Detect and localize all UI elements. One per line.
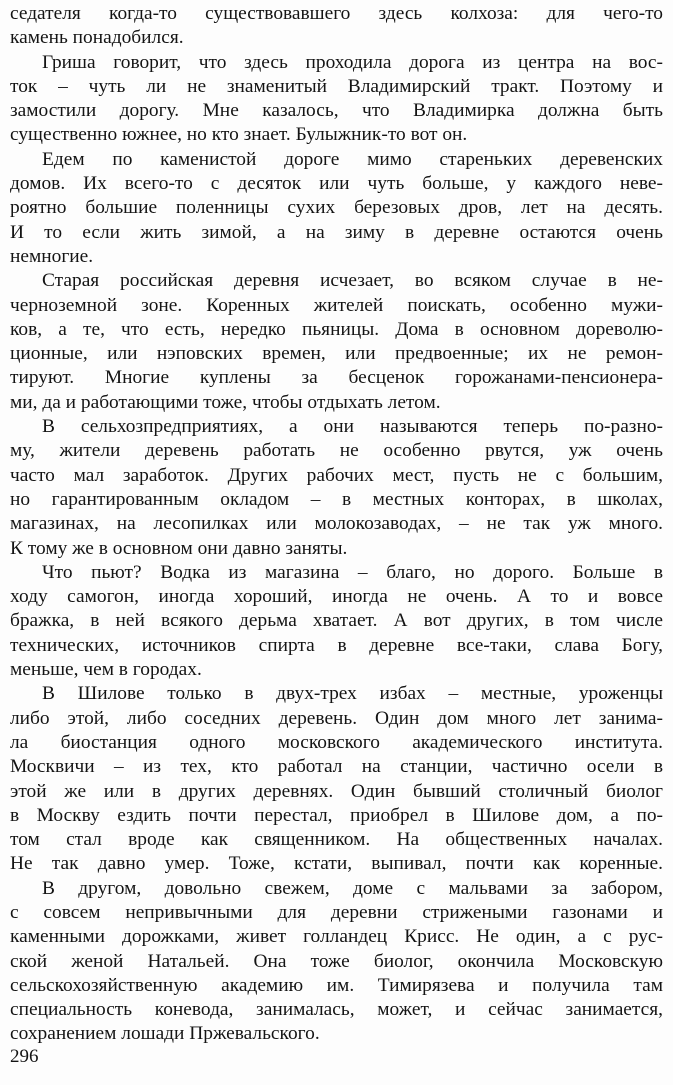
text-line: Гриша говорит, что здесь проходила дорога из центра на вос- bbox=[42, 51, 663, 73]
paragraph bbox=[10, 877, 663, 1047]
paragraph bbox=[10, 415, 663, 561]
text-line: роятно большие поленницы сухих березовых дров, лет на десять. bbox=[10, 197, 663, 219]
paragraph bbox=[10, 148, 663, 269]
text-line: часто мал заработок. Других рабочих мест, пусть не с большим, bbox=[10, 464, 663, 486]
paragraph bbox=[10, 561, 663, 682]
page-number: 296 bbox=[10, 1046, 39, 1067]
text-line: бражка, в ней всякого дерьма хватает. А вот других, в том числе bbox=[10, 610, 663, 632]
text-line: В сельхозпредприятиях, а они называются теперь по-разно- bbox=[42, 416, 663, 438]
text-line: домов. Их всего-то с десяток или чуть больше, у каждого неве- bbox=[10, 173, 663, 195]
text-line: ток – чуть ли не знаменитый Владимирский тракт. Поэтому и bbox=[10, 75, 663, 97]
text-line: В другом, довольно свежем, доме с мальвами за забором, bbox=[42, 877, 663, 899]
text-line: ков, а те, что есть, нередко пьяницы. Дома в основном дореволю- bbox=[10, 318, 663, 340]
text-line: технических, источников спирта в деревне все-таки, слава Богу, bbox=[10, 634, 663, 656]
text-line: камень понадобился. bbox=[10, 27, 184, 49]
text-line: в Москву ездить почти перестал, приобрел в Шилове дом, а по- bbox=[10, 804, 663, 826]
body-text bbox=[10, 2, 663, 1047]
text-line: том стал вроде как священником. На общественных началах. bbox=[10, 829, 663, 851]
text-line: специальность коневода, занималась, может, и сейчас занимается, bbox=[10, 999, 663, 1021]
text-line: магазинах, на лесопилках или молокозаводах, – не так уж много. bbox=[10, 513, 663, 535]
text-line: Не так давно умер. Тоже, кстати, выпивал, почти как коренные. bbox=[10, 853, 663, 875]
paragraph bbox=[10, 2, 663, 51]
text-line: с совсем непривычными для деревни стрижеными газонами и bbox=[10, 901, 663, 923]
paragraph bbox=[10, 269, 663, 415]
text-line: Едем по каменистой дороге мимо стареньких деревенских bbox=[42, 148, 663, 170]
text-line: черноземной зоне. Коренных жителей поискать, особенно мужи- bbox=[10, 294, 663, 316]
text-line: меньше, чем в городах. bbox=[10, 659, 202, 681]
text-line: му, жители деревень работать не особенно рвутся, уж очень bbox=[10, 440, 663, 462]
text-line: В Шилове только в двух-трех избах – местные, уроженцы bbox=[42, 683, 663, 705]
text-line: седателя когда-то существовавшего здесь колхоза: для чего-то bbox=[10, 3, 663, 24]
paragraph bbox=[10, 51, 663, 148]
text-line: этой же или в других деревнях. Один бывший столичный биолог bbox=[10, 780, 663, 802]
text-line: замостили дорогу. Мне казалось, что Владимирка должна быть bbox=[10, 100, 663, 122]
text-line: существенно южнее, но кто знает. Булыжник-то вот он. bbox=[10, 124, 468, 146]
text-line: Старая российская деревня исчезает, во всяком случае в не- bbox=[42, 270, 663, 292]
text-line: Москвичи – из тех, кто работал на станции, частично осели в bbox=[10, 756, 663, 778]
text-line: К тому же в основном они давно заняты. bbox=[10, 537, 348, 559]
text-line: ходу самогон, иногда хороший, иногда не очень. А то и вовсе bbox=[10, 586, 663, 608]
text-line: либо этой, либо соседних деревень. Один дом много лет занима- bbox=[10, 707, 663, 729]
text-line: ской женой Натальей. Она тоже биолог, окончила Московскую bbox=[10, 950, 663, 972]
text-line: ми, да и работающими тоже, чтобы отдыхать летом. bbox=[10, 391, 441, 413]
text-line: каменными дорожками, живет голландец Крисс. Не один, а с рус- bbox=[10, 926, 663, 948]
text-line: Что пьют? Водка из магазина – благо, но дорого. Больше в bbox=[42, 561, 663, 583]
text-line: сельскохозяйственную академию им. Тимирязева и получила там bbox=[10, 974, 663, 996]
text-line: И то если жить зимой, а на зиму в деревне остаются очень bbox=[10, 221, 663, 243]
text-line: ла биостанция одного московского академического института. bbox=[10, 731, 663, 753]
text-line: сохранением лошади Пржевальского. bbox=[10, 1023, 320, 1045]
text-line: немногие. bbox=[10, 245, 94, 267]
text-line: но гарантированным окладом – в местных конторах, в школах, bbox=[10, 488, 663, 510]
paragraph bbox=[10, 682, 663, 876]
text-line: тируют. Многие куплены за бесценок горожанами-пенсионера- bbox=[10, 367, 663, 389]
text-line: ционные, или нэповских времен, или предвоенные; их не ремон- bbox=[10, 343, 663, 365]
